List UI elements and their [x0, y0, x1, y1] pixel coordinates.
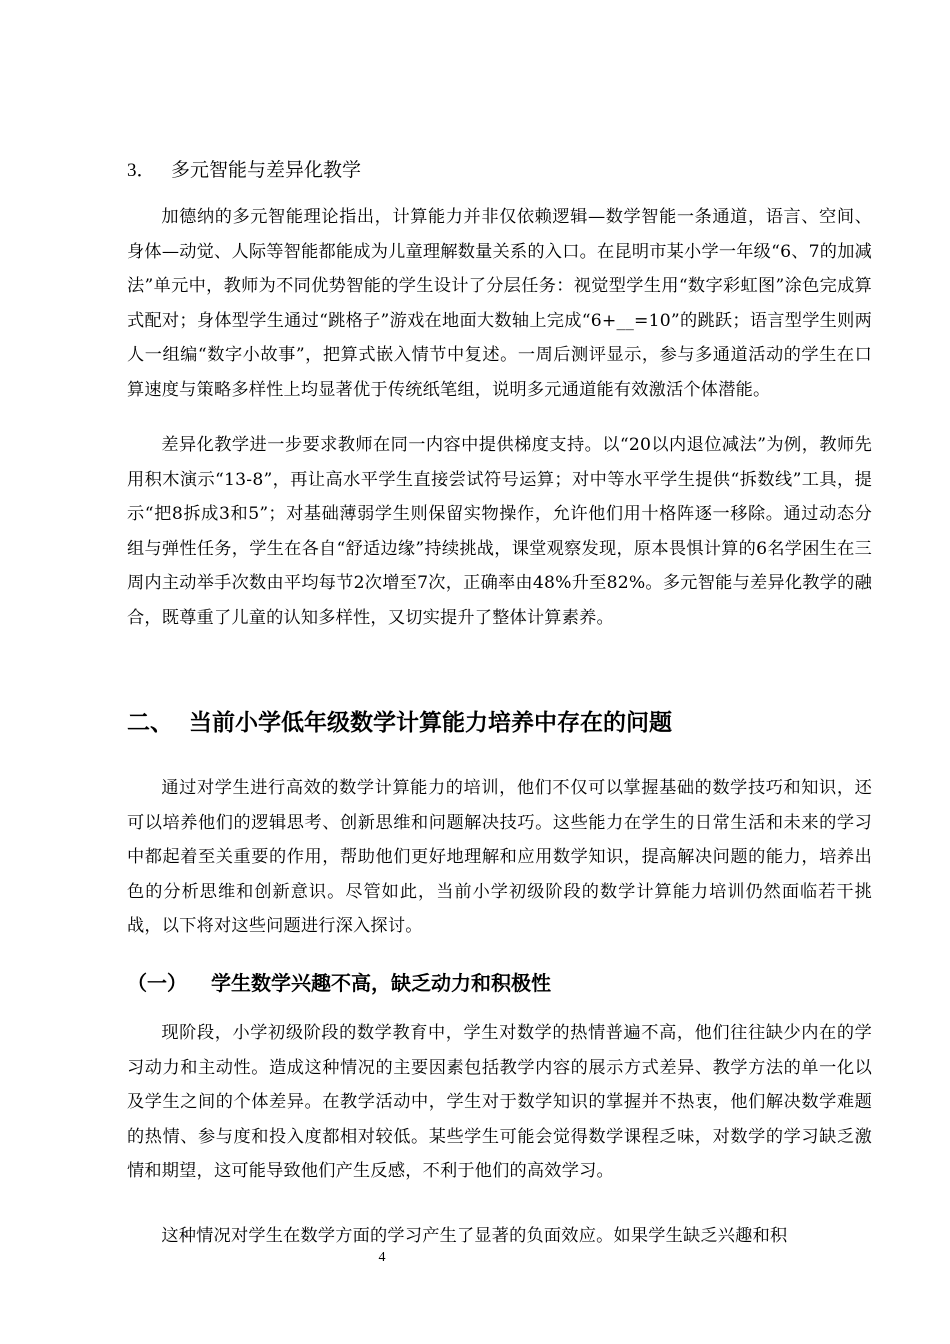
body-paragraph: 这种情况对学生在数学方面的学习产生了显著的负面效应。如果学生缺乏兴趣和积 [161, 1226, 788, 1246]
section-title: 多元智能与差异化教学 [171, 159, 362, 181]
chapter-title: 当前小学低年级数学计算能力培养中存在的问题 [189, 710, 672, 736]
body-paragraph: 差异化教学进一步要求教师在同一内容中提供梯度支持。以“20以内退位减法”为例，教师先用积木演示“13-8”，再让高水平学生直接尝试符号运算；对中等水平学生提供“拆数线”工具，提示“把8拆成3和5”；对基础薄弱学生则保留实物操作，允许他们用十格阵逐一移除。通过动态分组与弹性任务，学生在各自“舒适边缘”持续挑战，课堂观察发现，原本畏惧计算的6名学困生在三周内主动举手次数由平均每节2次增至7次，正确率由48%升至82%。多元智能与差异化教学的融合，既尊重了儿童的认知多样性，又切实提升了整体计算素养。 [127, 435, 872, 628]
subsection-number: （一） [127, 971, 187, 995]
section-number: 3． [127, 160, 156, 181]
page-number: 4 [378, 1250, 386, 1265]
body-paragraph: 加德纳的多元智能理论指出，计算能力并非仅依赖逻辑—数学智能一条通道，语言、空间、身体—动觉、人际等智能都能成为儿童理解数量关系的入口。在昆明市某小学一年级“6、7的加减法”单元中，教师为不同优势智能的学生设计了分层任务：视觉型学生用“数字彩虹图”涂色完成算式配对；身体型学生通过“跳格子”游戏在地面大数轴上完成“6+__=10”的跳跃；语言型学生则两人一组编“数字小故事”，把算式嵌入情节中复述。一周后测评显示，参与多通道活动的学生在口算速度与策略多样性上均显著优于传统纸笔组，说明多元通道能有效激活个体潜能。 [127, 207, 872, 400]
body-paragraph: 通过对学生进行高效的数学计算能力的培训，他们不仅可以掌握基础的数学技巧和知识，还可以培养他们的逻辑思考、创新思维和问题解决技巧。这些能力在学生的日常生活和未来的学习中都起着至关重要的作用，帮助他们更好地理解和应用数学知识，提高解决问题的能力，培养出色的分析思维和创新意识。尽管如此，当前小学初级阶段的数学计算能力培训仍然面临若干挑战，以下将对这些问题进行深入探讨。 [127, 778, 872, 937]
chapter-heading [127, 706, 672, 740]
chapter-number: 二、 [127, 710, 173, 736]
section-heading [127, 155, 361, 186]
subsection-title: 学生数学兴趣不高，缺乏动力和积极性 [211, 971, 551, 995]
subsection-heading [127, 968, 551, 998]
body-paragraph: 现阶段，小学初级阶段的数学教育中，学生对数学的热情普遍不高，他们往往缺少内在的学习动力和主动性。造成这种情况的主要因素包括教学内容的展示方式差异、教学方法的单一化以及学生之间的个体差异。在教学活动中，学生对于数学知识的掌握并不热衷，他们解决数学难题的热情、参与度和投入度都相对较低。某些学生可能会觉得数学课程乏味，对数学的学习缺乏激情和期望，这可能导致他们产生反感，不利于他们的高效学习。 [127, 1023, 872, 1182]
